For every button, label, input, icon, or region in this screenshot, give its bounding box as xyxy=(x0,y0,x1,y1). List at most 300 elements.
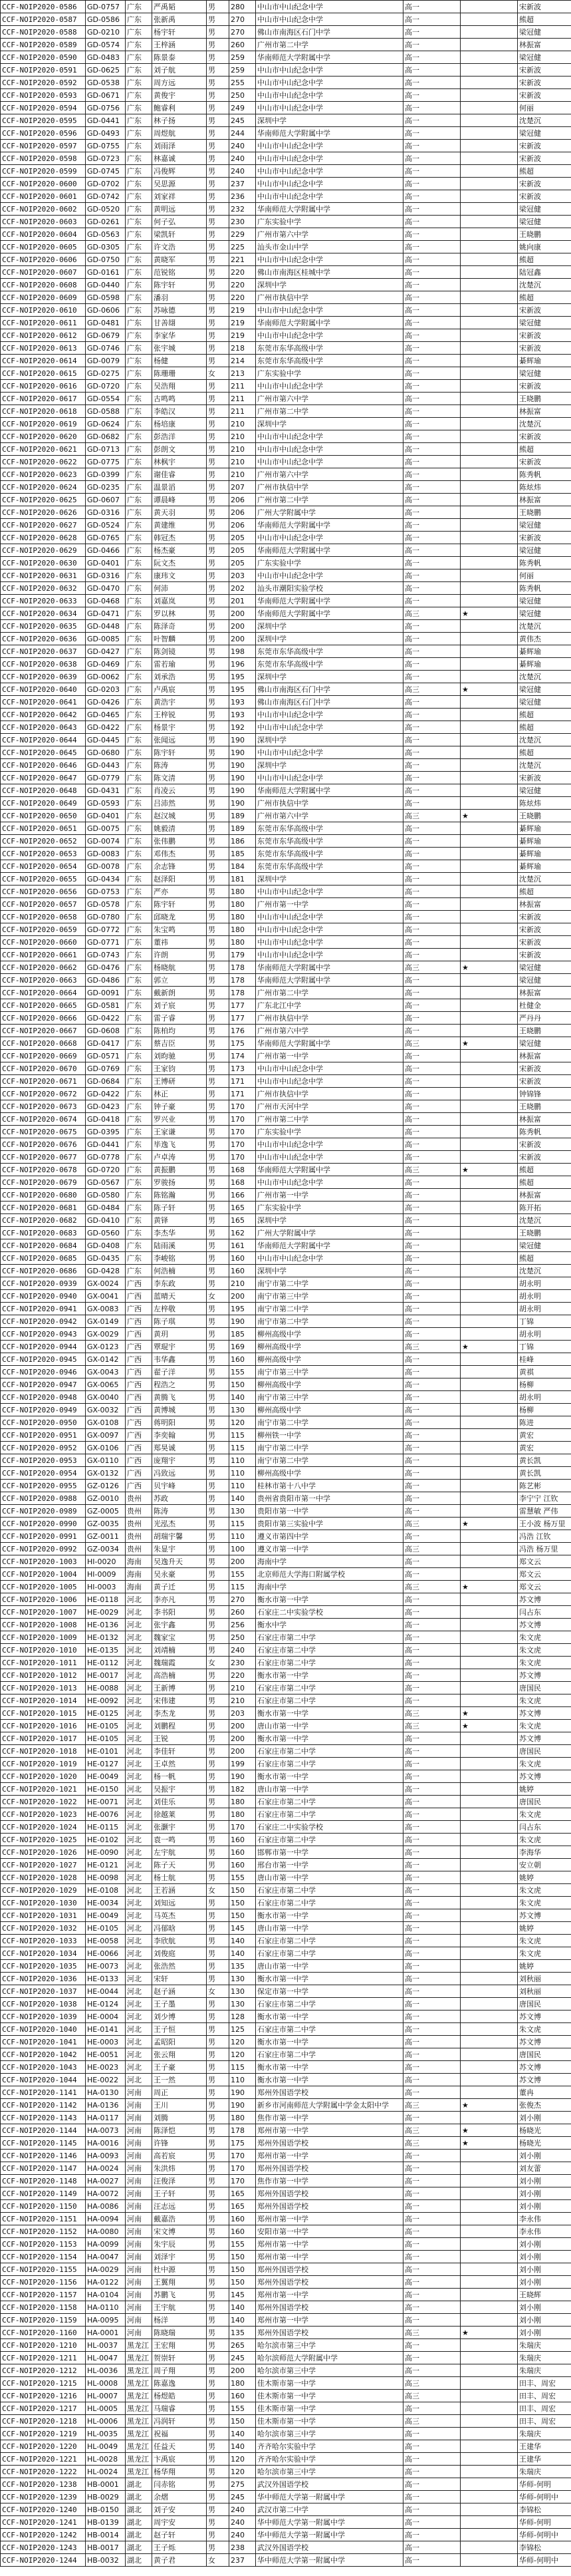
cell-school: 佳木斯市第一中学 xyxy=(256,2377,403,2390)
cell-province: 广东 xyxy=(126,1126,152,1138)
cell-coach: 綦辉瑜 xyxy=(518,860,571,873)
cell-province: 广东 xyxy=(126,797,152,810)
cell-mark xyxy=(461,2074,518,2086)
cell-score: 140 xyxy=(229,2301,256,2314)
cell-province: 广东 xyxy=(126,1012,152,1025)
cell-score: 170 xyxy=(229,1151,256,1164)
cell-grade: 高一 xyxy=(403,279,461,291)
cell-score: 155 xyxy=(229,1568,256,1581)
cell-gender: 男 xyxy=(207,607,229,620)
cell-school: 深圳中学 xyxy=(256,734,403,746)
cell-registration-code: GD-0062 xyxy=(86,671,126,683)
cell-gender: 男 xyxy=(207,2364,229,2377)
cell-entry-id: CCF-NOIP2020-1211 xyxy=(1,2352,86,2364)
cell-gender: 男 xyxy=(207,987,229,999)
cell-grade: 高一 xyxy=(403,430,461,443)
table-row xyxy=(1,1909,571,1922)
cell-registration-code: GD-0440 xyxy=(86,279,126,291)
cell-coach: 严丹丹 xyxy=(518,1012,571,1025)
cell-score: 190 xyxy=(229,759,256,772)
cell-gender: 男 xyxy=(207,772,229,784)
table-row xyxy=(1,2276,571,2289)
cell-student-name: 陈子轩 xyxy=(152,1202,207,1214)
cell-grade: 高一 xyxy=(403,1366,461,1378)
cell-score: 240 xyxy=(229,152,256,165)
cell-student-name: 陈铭瀚 xyxy=(152,1189,207,1202)
cell-student-name: 刘少博 xyxy=(152,2011,207,2023)
cell-grade: 高一 xyxy=(403,2011,461,2023)
cell-registration-code: HE-0090 xyxy=(86,1846,126,1859)
cell-student-name: 严禹韬 xyxy=(152,1,207,13)
cell-gender: 男 xyxy=(207,1062,229,1075)
cell-mark xyxy=(461,165,518,178)
cell-mark xyxy=(461,734,518,746)
cell-school: 衡水市第一中学 xyxy=(256,1909,403,1922)
cell-student-name: 赵汉城 xyxy=(152,810,207,822)
table-row xyxy=(1,2516,571,2529)
cell-mark xyxy=(461,355,518,367)
cell-registration-code: GD-0091 xyxy=(86,987,126,999)
cell-gender: 男 xyxy=(207,2225,229,2238)
cell-mark xyxy=(461,709,518,721)
cell-entry-id: CCF-NOIP2020-0950 xyxy=(1,1416,86,1429)
cell-grade: 高一 xyxy=(403,1012,461,1025)
cell-registration-code: GD-0486 xyxy=(86,974,126,987)
cell-student-name: 宋轩 xyxy=(152,1973,207,1985)
cell-grade: 高三 xyxy=(403,1037,461,1050)
cell-mark xyxy=(461,886,518,898)
cell-score: 196 xyxy=(229,658,256,671)
cell-gender: 男 xyxy=(207,114,229,127)
cell-registration-code: HB-0139 xyxy=(86,2516,126,2529)
cell-gender: 男 xyxy=(207,519,229,532)
cell-school: 郑州外国语学校 xyxy=(256,2200,403,2213)
cell-score: 165 xyxy=(229,2187,256,2200)
cell-school: 中山市中山纪念中学 xyxy=(256,102,403,114)
cell-grade: 高三 xyxy=(403,2124,461,2137)
cell-score: 205 xyxy=(229,532,256,544)
cell-score: 225 xyxy=(229,241,256,253)
cell-province: 广东 xyxy=(126,1227,152,1239)
cell-school: 贵阳市第三实验中学 xyxy=(256,1518,403,1530)
cell-entry-id: CCF-NOIP2020-0657 xyxy=(1,898,86,911)
cell-gender: 男 xyxy=(207,532,229,544)
cell-registration-code: HL-0007 xyxy=(86,2390,126,2402)
cell-coach: 熊超 xyxy=(518,1176,571,1189)
cell-gender: 男 xyxy=(207,1277,229,1290)
cell-registration-code: GD-0410 xyxy=(86,1214,126,1227)
cell-school: 汕头市金山中学 xyxy=(256,241,403,253)
table-row xyxy=(1,633,571,645)
cell-registration-code: GD-0608 xyxy=(86,1025,126,1037)
cell-registration-code: GD-0607 xyxy=(86,494,126,506)
cell-coach: 姚婷 xyxy=(518,1922,571,1935)
cell-mark xyxy=(461,1290,518,1303)
table-row xyxy=(1,355,571,367)
cell-score: 250 xyxy=(229,1631,256,1644)
cell-grade: 高一 xyxy=(403,848,461,860)
cell-entry-id: CCF-NOIP2020-1035 xyxy=(1,1960,86,1973)
cell-student-name: 任益天 xyxy=(152,2440,207,2453)
cell-province: 广东 xyxy=(126,430,152,443)
table-row xyxy=(1,2200,571,2213)
cell-coach: 张俊杰 xyxy=(518,2099,571,2112)
cell-registration-code: GD-0769 xyxy=(86,1062,126,1075)
cell-score: 229 xyxy=(229,228,256,241)
cell-school: 北京师范大学海口附属学校 xyxy=(256,1568,403,1581)
cell-student-name: 吴振宇 xyxy=(152,1783,207,1796)
cell-student-name: 庞翔宇 xyxy=(152,1454,207,1467)
cell-coach: 林振富 xyxy=(518,494,571,506)
cell-province: 广东 xyxy=(126,241,152,253)
cell-school: 广州市第六中学 xyxy=(256,468,403,481)
table-row xyxy=(1,974,571,987)
cell-school: 华南师范大学附属中学 xyxy=(256,784,403,797)
cell-grade: 高一 xyxy=(403,772,461,784)
cell-entry-id: CCF-NOIP2020-0674 xyxy=(1,1113,86,1126)
cell-coach: 宋新波 xyxy=(518,949,571,961)
cell-student-name: 王梓锐 xyxy=(152,709,207,721)
cell-gender: 男 xyxy=(207,2478,229,2491)
cell-school: 深圳中学 xyxy=(256,759,403,772)
cell-entry-id: CCF-NOIP2020-1218 xyxy=(1,2415,86,2428)
cell-gender: 男 xyxy=(207,203,229,216)
cell-coach: 宋新波 xyxy=(518,532,571,544)
cell-coach: 王建华 xyxy=(518,2453,571,2466)
cell-school: 中山市中山纪念中学 xyxy=(256,1138,403,1151)
cell-student-name: 刘知远 xyxy=(152,1897,207,1909)
table-row xyxy=(1,734,571,746)
cell-entry-id: CCF-NOIP2020-1020 xyxy=(1,1770,86,1783)
cell-entry-id: CCF-NOIP2020-0647 xyxy=(1,772,86,784)
cell-score: 170 xyxy=(229,1100,256,1113)
cell-gender: 男 xyxy=(207,2301,229,2314)
cell-registration-code: HB-0029 xyxy=(86,2491,126,2503)
cell-province: 广东 xyxy=(126,1037,152,1050)
table-row xyxy=(1,2099,571,2112)
cell-score: 155 xyxy=(229,1871,256,1884)
cell-grade: 高一 xyxy=(403,1277,461,1290)
cell-gender: 男 xyxy=(207,1492,229,1505)
cell-gender: 男 xyxy=(207,569,229,582)
cell-mark xyxy=(461,2541,518,2554)
cell-grade: 高一 xyxy=(403,2503,461,2516)
cell-gender: 男 xyxy=(207,1100,229,1113)
cell-score: 120 xyxy=(229,2453,256,2466)
cell-registration-code: HE-0118 xyxy=(86,1593,126,1606)
cell-student-name: 杨晓航 xyxy=(152,961,207,974)
cell-student-name: 宋文博 xyxy=(152,2225,207,2238)
cell-registration-code: GD-0075 xyxy=(86,822,126,835)
cell-coach: 綦辉瑜 xyxy=(518,822,571,835)
cell-province: 河南 xyxy=(126,2124,152,2137)
cell-grade: 高一 xyxy=(403,759,461,772)
cell-school: 广州市第六中学 xyxy=(256,810,403,822)
cell-score: 211 xyxy=(229,380,256,393)
cell-province: 广东 xyxy=(126,974,152,987)
table-row xyxy=(1,1796,571,1808)
cell-mark xyxy=(461,1884,518,1897)
cell-entry-id: CCF-NOIP2020-0601 xyxy=(1,190,86,203)
cell-school: 中山市中山纪念中学 xyxy=(256,304,403,317)
cell-score: 192 xyxy=(229,721,256,734)
cell-province: 河南 xyxy=(126,2099,152,2112)
cell-registration-code: GD-0560 xyxy=(86,1227,126,1239)
cell-province: 广东 xyxy=(126,620,152,633)
table-row xyxy=(1,2213,571,2225)
cell-gender: 男 xyxy=(207,797,229,810)
cell-school: 华南师范大学附属中学 xyxy=(256,595,403,607)
cell-province: 广东 xyxy=(126,1100,152,1113)
cell-score: 205 xyxy=(229,544,256,557)
cell-school: 衡水市第一中学 xyxy=(256,2011,403,2023)
cell-score: 201 xyxy=(229,595,256,607)
cell-gender: 男 xyxy=(207,39,229,51)
cell-grade: 高一 xyxy=(403,987,461,999)
cell-mark xyxy=(461,1783,518,1796)
cell-registration-code: HE-0115 xyxy=(86,1821,126,1834)
cell-mark xyxy=(461,1834,518,1846)
cell-registration-code: GX-0097 xyxy=(86,1429,126,1442)
cell-mark xyxy=(461,569,518,582)
cell-grade: 高一 xyxy=(403,1644,461,1657)
cell-province: 广东 xyxy=(126,178,152,190)
cell-mark xyxy=(461,216,518,228)
cell-grade: 高一 xyxy=(403,1480,461,1492)
cell-coach: 宋新波 xyxy=(518,1075,571,1088)
cell-mark xyxy=(461,2478,518,2491)
cell-school: 郑州外国语学校 xyxy=(256,2086,403,2099)
cell-gender: 男 xyxy=(207,2428,229,2440)
cell-province: 河北 xyxy=(126,1657,152,1669)
cell-score: 190 xyxy=(229,1770,256,1783)
cell-entry-id: CCF-NOIP2020-1031 xyxy=(1,1909,86,1922)
cell-mark xyxy=(461,1,518,13)
cell-student-name: 雷若瑜 xyxy=(152,658,207,671)
cell-school: 广东实验中学 xyxy=(256,557,403,569)
cell-coach: 黄宏 xyxy=(518,1442,571,1454)
cell-student-name: 左梓敬 xyxy=(152,1303,207,1315)
cell-province: 河北 xyxy=(126,1960,152,1973)
cell-grade: 高一 xyxy=(403,2187,461,2200)
cell-school: 中山市中山纪念中学 xyxy=(256,721,403,734)
cell-score: 259 xyxy=(229,64,256,77)
cell-province: 广东 xyxy=(126,709,152,721)
cell-grade: 高一 xyxy=(403,2225,461,2238)
cell-entry-id: CCF-NOIP2020-1241 xyxy=(1,2516,86,2529)
cell-school: 唐山市第一中学 xyxy=(256,1871,403,1884)
cell-registration-code: GZ-0035 xyxy=(86,1518,126,1530)
cell-province: 广东 xyxy=(126,544,152,557)
cell-mark xyxy=(461,127,518,140)
cell-gender: 男 xyxy=(207,2137,229,2150)
cell-score: 161 xyxy=(229,1239,256,1252)
cell-entry-id: CCF-NOIP2020-0685 xyxy=(1,1252,86,1265)
cell-registration-code: HL-0006 xyxy=(86,2415,126,2428)
cell-province: 广东 xyxy=(126,873,152,886)
cell-score: 232 xyxy=(229,203,256,216)
cell-entry-id: CCF-NOIP2020-0612 xyxy=(1,329,86,342)
cell-gender: 男 xyxy=(207,2327,229,2339)
cell-student-name: 谭晨峰 xyxy=(152,494,207,506)
table-row xyxy=(1,89,571,102)
cell-coach: 熊超 xyxy=(518,291,571,304)
cell-grade: 高一 xyxy=(403,443,461,456)
cell-mark xyxy=(461,1075,518,1088)
cell-gender: 男 xyxy=(207,1391,229,1404)
cell-gender: 男 xyxy=(207,2491,229,2503)
cell-entry-id: CCF-NOIP2020-0672 xyxy=(1,1088,86,1100)
cell-score: 130 xyxy=(229,1998,256,2011)
cell-entry-id: CCF-NOIP2020-0610 xyxy=(1,304,86,317)
cell-school: 广州市执信中学 xyxy=(256,291,403,304)
cell-score: 270 xyxy=(229,13,256,26)
cell-grade: 高一 xyxy=(403,1303,461,1315)
cell-mark xyxy=(461,1492,518,1505)
cell-score: 168 xyxy=(229,1164,256,1176)
cell-grade: 高一 xyxy=(403,2352,461,2364)
cell-school: 广州市天河中学 xyxy=(256,1100,403,1113)
cell-mark xyxy=(461,1429,518,1442)
cell-student-name: 肖凌云 xyxy=(152,784,207,797)
cell-registration-code: GD-0435 xyxy=(86,1252,126,1265)
cell-registration-code: HE-0034 xyxy=(86,1897,126,1909)
cell-grade: 高三 xyxy=(403,2415,461,2428)
cell-grade: 高一 xyxy=(403,1202,461,1214)
cell-score: 190 xyxy=(229,2086,256,2099)
table-row xyxy=(1,114,571,127)
cell-coach: 陈艺彬 xyxy=(518,1480,571,1492)
table-row xyxy=(1,784,571,797)
cell-province: 广东 xyxy=(126,734,152,746)
cell-student-name: 杨士航 xyxy=(152,1871,207,1884)
cell-mark xyxy=(461,241,518,253)
cell-entry-id: CCF-NOIP2020-0662 xyxy=(1,961,86,974)
cell-student-name: 刘昀驰 xyxy=(152,1050,207,1062)
cell-school: 中山市中山纪念中学 xyxy=(256,329,403,342)
cell-province: 广东 xyxy=(126,784,152,797)
cell-student-name: 左宇航 xyxy=(152,1846,207,1859)
cell-entry-id: CCF-NOIP2020-0609 xyxy=(1,291,86,304)
cell-gender: 男 xyxy=(207,2390,229,2402)
cell-entry-id: CCF-NOIP2020-0625 xyxy=(1,494,86,506)
cell-mark xyxy=(461,1947,518,1960)
cell-student-name: 罗骏扬 xyxy=(152,1176,207,1189)
table-row xyxy=(1,1176,571,1189)
cell-score: 200 xyxy=(229,1290,256,1303)
cell-grade: 高一 xyxy=(403,936,461,949)
cell-student-name: 谢佳睿 xyxy=(152,468,207,481)
cell-grade: 高一 xyxy=(403,114,461,127)
cell-province: 广西 xyxy=(126,1341,152,1353)
cell-registration-code: HE-0121 xyxy=(86,1859,126,1871)
table-row xyxy=(1,1239,571,1252)
cell-score: 120 xyxy=(229,2048,256,2061)
cell-gender: 男 xyxy=(207,1998,229,2011)
table-row xyxy=(1,468,571,481)
cell-coach: 沈楚沉 xyxy=(518,873,571,886)
cell-mark xyxy=(461,1328,518,1341)
table-row xyxy=(1,532,571,544)
cell-entry-id: CCF-NOIP2020-1153 xyxy=(1,2238,86,2251)
cell-score: 150 xyxy=(229,1378,256,1391)
cell-mark xyxy=(461,911,518,923)
cell-gender: 男 xyxy=(207,2187,229,2200)
cell-province: 河北 xyxy=(126,1593,152,1606)
cell-gender: 男 xyxy=(207,1138,229,1151)
cell-coach: 梁冠健 xyxy=(518,784,571,797)
cell-mark xyxy=(461,1176,518,1189)
cell-score: 120 xyxy=(229,1416,256,1429)
cell-grade: 高一 xyxy=(403,1568,461,1581)
cell-school: 石家庄市第二中学 xyxy=(256,1758,403,1770)
cell-mark xyxy=(461,456,518,468)
cell-province: 广东 xyxy=(126,443,152,456)
cell-registration-code: HE-0088 xyxy=(86,1682,126,1694)
cell-student-name: 郑昊诚 xyxy=(152,1442,207,1454)
cell-gender: 男 xyxy=(207,266,229,279)
cell-coach: 唐国民 xyxy=(518,1796,571,1808)
table-row xyxy=(1,746,571,759)
cell-mark xyxy=(461,658,518,671)
cell-grade: 高一 xyxy=(403,633,461,645)
cell-mark xyxy=(461,1998,518,2011)
cell-coach: 华师-何明 xyxy=(518,2478,571,2491)
cell-entry-id: CCF-NOIP2020-1145 xyxy=(1,2137,86,2150)
cell-registration-code: GD-0078 xyxy=(86,860,126,873)
table-row xyxy=(1,1619,571,1631)
table-row xyxy=(1,1884,571,1897)
cell-school: 广州市第二中学 xyxy=(256,494,403,506)
cell-score: 240 xyxy=(229,2503,256,2516)
cell-student-name: 王子烁 xyxy=(152,2541,207,2554)
cell-school: 华南师范大学附属中学 xyxy=(256,961,403,974)
cell-gender: 男 xyxy=(207,1429,229,1442)
cell-entry-id: CCF-NOIP2020-1038 xyxy=(1,1998,86,2011)
cell-province: 广东 xyxy=(126,342,152,355)
table-row xyxy=(1,886,571,898)
cell-entry-id: CCF-NOIP2020-0631 xyxy=(1,569,86,582)
cell-province: 广东 xyxy=(126,848,152,860)
cell-mark xyxy=(461,848,518,860)
cell-grade: 高三 xyxy=(403,1720,461,1732)
cell-grade: 高一 xyxy=(403,2491,461,2503)
table-row xyxy=(1,1341,571,1353)
cell-gender: 男 xyxy=(207,544,229,557)
cell-mark xyxy=(461,342,518,355)
cell-grade: 高一 xyxy=(403,1884,461,1897)
cell-registration-code: GD-0418 xyxy=(86,1113,126,1126)
cell-gender: 男 xyxy=(207,2402,229,2415)
cell-registration-code: HA-0001 xyxy=(86,2327,126,2339)
table-row xyxy=(1,2466,571,2478)
cell-score: 211 xyxy=(229,405,256,418)
cell-mark xyxy=(461,797,518,810)
cell-gender: 男 xyxy=(207,456,229,468)
cell-province: 广东 xyxy=(126,506,152,519)
cell-student-name: 雷子睿 xyxy=(152,1012,207,1025)
table-row xyxy=(1,1277,571,1290)
cell-registration-code: GD-0422 xyxy=(86,721,126,734)
cell-registration-code: HA-0073 xyxy=(86,2124,126,2137)
cell-student-name: 张闻远 xyxy=(152,734,207,746)
cell-school: 广州市第一中学 xyxy=(256,898,403,911)
cell-school: 华南师范大学附属中学 xyxy=(256,519,403,532)
cell-province: 广西 xyxy=(126,1467,152,1480)
cell-student-name: 林正 xyxy=(152,1088,207,1100)
cell-student-name: 张新禹 xyxy=(152,13,207,26)
cell-registration-code: GD-0743 xyxy=(86,949,126,961)
